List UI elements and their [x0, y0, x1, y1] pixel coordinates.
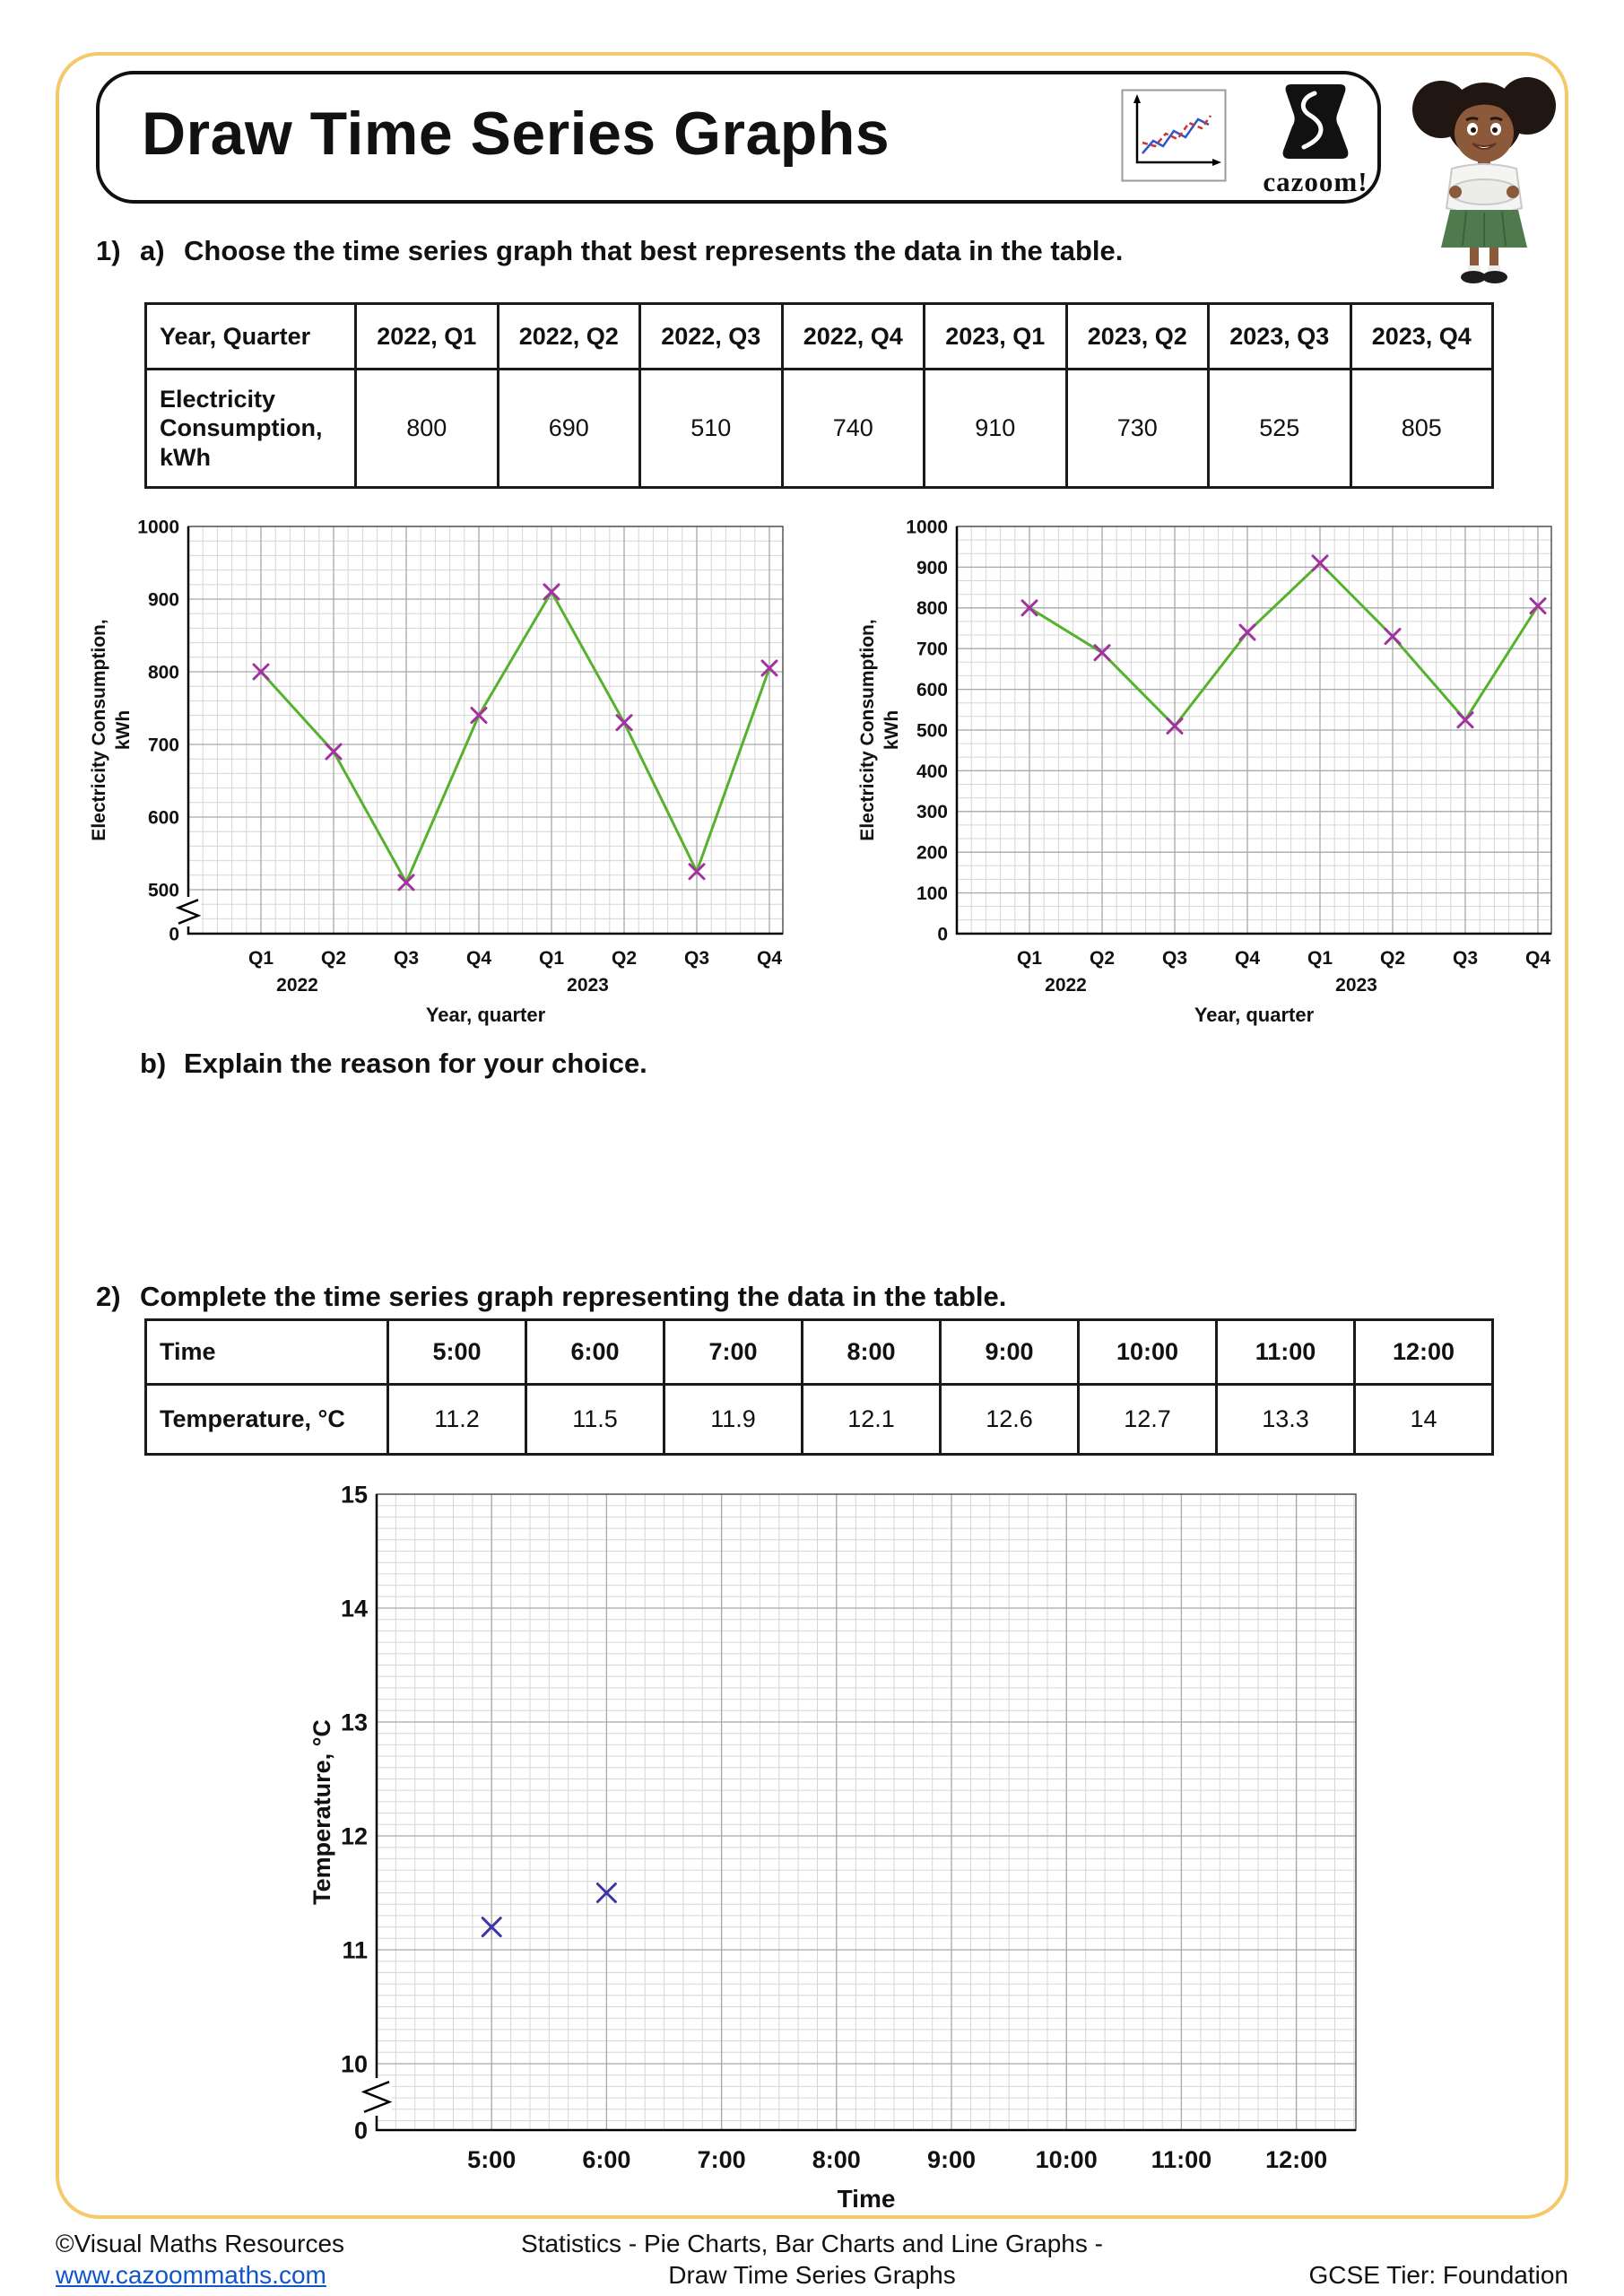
svg-text:1000: 1000 — [906, 517, 948, 538]
q2-table-header-cell: Time — [146, 1320, 388, 1385]
svg-text:Temperature, °C: Temperature, °C — [308, 1719, 335, 1905]
q1-table-value-cell: 510 — [640, 370, 783, 488]
q1-table-value-cell: 690 — [498, 370, 640, 488]
q2-time-series-graph — [305, 1476, 1453, 2221]
q2-table-value-cell: 11.2 — [388, 1385, 526, 1455]
q2-table-header-cell: 12:00 — [1355, 1320, 1493, 1385]
q2-table-value-cell: 12.1 — [803, 1385, 941, 1455]
q1-table-value-cell: 800 — [356, 370, 499, 488]
svg-text:Electricity Consumption,: Electricity Consumption, — [857, 619, 878, 841]
svg-text:6:00: 6:00 — [582, 2146, 631, 2173]
q1-table-header-cell: 2023, Q1 — [925, 304, 1067, 370]
cazoom-logo-text: cazoom! — [1263, 166, 1368, 197]
svg-text:7:00: 7:00 — [697, 2146, 746, 2173]
svg-text:Electricity Consumption,: Electricity Consumption, — [89, 619, 109, 841]
q1-table-value-cell: 910 — [925, 370, 1067, 488]
q2-table-header-cell: 6:00 — [526, 1320, 664, 1385]
q2-table-row-label: Temperature, °C — [146, 1385, 388, 1455]
cazoom-logo-emblem — [1248, 83, 1383, 161]
q2-table-header-cell: 10:00 — [1079, 1320, 1217, 1385]
svg-text:2023: 2023 — [1335, 975, 1377, 996]
svg-text:Year, quarter: Year, quarter — [1194, 1004, 1315, 1026]
svg-text:15: 15 — [340, 1481, 368, 1509]
svg-text:kWh: kWh — [881, 709, 902, 751]
svg-text:Q3: Q3 — [683, 948, 710, 969]
svg-text:Year, quarter: Year, quarter — [425, 1004, 546, 1026]
q1-table-header-cell: Year, Quarter — [146, 304, 356, 370]
q2-data-table — [144, 1318, 1494, 1456]
q1-table-value-cell: 805 — [1350, 370, 1493, 488]
q1-table-header-cell: 2023, Q2 — [1066, 304, 1209, 370]
q1-table-value-cell: 525 — [1209, 370, 1351, 488]
svg-text:11: 11 — [342, 1936, 368, 1964]
svg-text:400: 400 — [916, 761, 948, 782]
svg-text:800: 800 — [916, 598, 948, 620]
svg-text:0: 0 — [169, 924, 179, 945]
svg-text:0: 0 — [937, 924, 948, 945]
svg-text:900: 900 — [147, 589, 179, 611]
svg-text:600: 600 — [916, 679, 948, 700]
footer-series-line1: Statistics - Pie Charts, Bar Charts and Line Graphs - — [521, 2230, 1103, 2257]
svg-text:2022: 2022 — [1045, 975, 1087, 996]
svg-text:Q2: Q2 — [320, 948, 347, 969]
svg-text:Q4: Q4 — [1524, 948, 1551, 969]
svg-text:200: 200 — [916, 842, 948, 864]
svg-text:Time: Time — [837, 2185, 896, 2213]
q2-table-value-cell: 13.3 — [1217, 1385, 1355, 1455]
q2-table-value-cell: 11.9 — [664, 1385, 803, 1455]
svg-text:Q2: Q2 — [1379, 948, 1406, 969]
svg-text:11:00: 11:00 — [1151, 2146, 1212, 2173]
svg-text:700: 700 — [916, 639, 948, 660]
svg-text:500: 500 — [916, 720, 948, 742]
q1-data-table — [144, 302, 1494, 489]
q1-table-header-cell: 2023, Q4 — [1350, 304, 1493, 370]
q2-table-header-cell: 9:00 — [941, 1320, 1079, 1385]
svg-text:Q4: Q4 — [465, 948, 492, 969]
svg-text:Q2: Q2 — [611, 948, 638, 969]
q1-table-header-cell: 2023, Q3 — [1209, 304, 1351, 370]
svg-text:0: 0 — [353, 2117, 368, 2144]
svg-text:Q4: Q4 — [1234, 948, 1261, 969]
svg-text:10:00: 10:00 — [1035, 2146, 1098, 2173]
svg-text:600: 600 — [147, 807, 179, 829]
page-title: Draw Time Series Graphs — [142, 100, 890, 168]
student-character-illustration — [1394, 72, 1578, 285]
svg-text:800: 800 — [147, 662, 179, 683]
q1-table-value-cell: 740 — [782, 370, 925, 488]
footer-website-link[interactable]: www.cazoommaths.com — [56, 2261, 326, 2289]
q1b-label: b) — [140, 1048, 167, 1079]
q1-table-header-cell: 2022, Q4 — [782, 304, 925, 370]
q1-number: 1) — [96, 235, 121, 266]
footer-tier: GCSE Tier: Foundation — [1308, 2261, 1568, 2289]
time-series-chart-icon — [1121, 89, 1227, 182]
svg-text:Q1: Q1 — [1016, 948, 1043, 969]
svg-text:kWh: kWh — [113, 709, 134, 751]
svg-text:12:00: 12:00 — [1265, 2146, 1328, 2173]
time-series-graph-option-2 — [854, 514, 1571, 1048]
q2-table-value-cell: 12.6 — [941, 1385, 1079, 1455]
svg-text:Q1: Q1 — [1307, 948, 1333, 969]
svg-text:13: 13 — [340, 1709, 368, 1736]
svg-text:Q1: Q1 — [538, 948, 565, 969]
q1-table-value-cell: 730 — [1066, 370, 1209, 488]
q1-table-header-cell: 2022, Q3 — [640, 304, 783, 370]
svg-text:8:00: 8:00 — [812, 2146, 861, 2173]
q2-table-value-cell: 11.5 — [526, 1385, 664, 1455]
footer-series-line2: Draw Time Series Graphs — [668, 2261, 956, 2289]
q2-table-header-cell: 8:00 — [803, 1320, 941, 1385]
svg-text:Q3: Q3 — [1452, 948, 1479, 969]
svg-text:Q1: Q1 — [248, 948, 274, 969]
svg-text:14: 14 — [340, 1595, 368, 1622]
q1a-label: a) — [140, 235, 165, 266]
q2-table-header-cell: 5:00 — [388, 1320, 526, 1385]
q2-table-value-cell: 12.7 — [1079, 1385, 1217, 1455]
q2-table-header-cell: 7:00 — [664, 1320, 803, 1385]
svg-text:2023: 2023 — [567, 975, 609, 996]
q2-table-header-cell: 11:00 — [1217, 1320, 1355, 1385]
q2-table-value-cell: 14 — [1355, 1385, 1493, 1455]
svg-text:Q2: Q2 — [1089, 948, 1116, 969]
svg-text:10: 10 — [340, 2050, 368, 2078]
q1a-text: Choose the time series graph that best represents the data in the table. — [184, 235, 1124, 266]
svg-text:Q4: Q4 — [756, 948, 783, 969]
svg-text:700: 700 — [147, 735, 179, 756]
svg-text:Q3: Q3 — [1161, 948, 1188, 969]
q1b-text: Explain the reason for your choice. — [184, 1048, 647, 1079]
q1-table-header-cell: 2022, Q1 — [356, 304, 499, 370]
q2-text: Complete the time series graph representing the data in the table. — [140, 1281, 1007, 1312]
svg-text:9:00: 9:00 — [926, 2146, 977, 2173]
svg-text:Q3: Q3 — [393, 948, 420, 969]
svg-text:100: 100 — [916, 883, 948, 904]
svg-text:5:00: 5:00 — [467, 2146, 517, 2173]
svg-text:500: 500 — [147, 880, 179, 901]
q2-number: 2) — [96, 1281, 121, 1312]
footer-copyright: ©Visual Maths Resources — [56, 2230, 345, 2257]
svg-text:900: 900 — [916, 557, 948, 578]
time-series-graph-option-1 — [85, 514, 803, 1048]
q1-table-row-label: Electricity Consumption, kWh — [146, 370, 356, 488]
svg-text:2022: 2022 — [276, 975, 318, 996]
svg-text:1000: 1000 — [137, 517, 179, 538]
q1-table-header-cell: 2022, Q2 — [498, 304, 640, 370]
cazoom-logo — [1248, 83, 1383, 198]
svg-text:300: 300 — [916, 802, 948, 823]
svg-text:12: 12 — [340, 1822, 368, 1850]
